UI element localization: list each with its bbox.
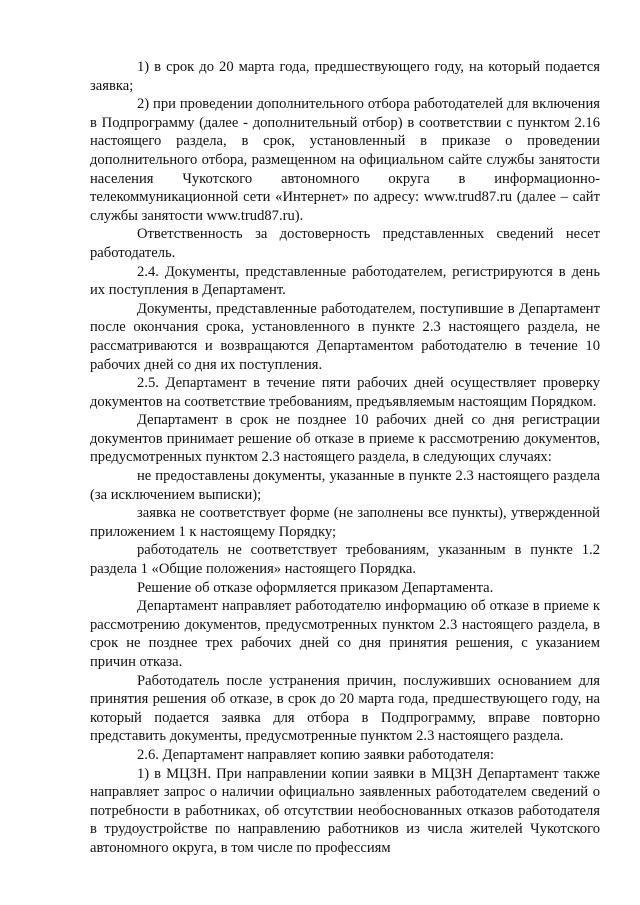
paragraph-6: 2.5. Департамент в течение пяти рабочих дней осуществляет проверку документов на соответствие требованиям, предъявляемым настоящим Порядком.	[90, 375, 600, 410]
paragraph-8: не предоставлены документы, указанные в пункте 2.3 настоящего раздела (за исключением выписки);	[90, 468, 600, 503]
document-page	[90, 58, 600, 858]
paragraph-10: работодатель не соответствует требованиям, указанным в пункте 1.2 раздела 1 «Общие положения» настоящего Порядка.	[90, 542, 600, 578]
paragraph-1: 1) в срок до 20 марта года, предшествующего году, на который подается заявка;	[90, 59, 600, 94]
paragraph-11: Решение об отказе оформляется приказом Департамента.	[137, 579, 494, 596]
paragraph-14: 2.6. Департамент направляет копию заявки работодателя:	[137, 746, 495, 763]
paragraph-15: 1) в МЦЗН. При направлении копии заявки в МЦЗН Департамент также направляет запрос о наличии официально заявленных работодателем сведений о потребности в работниках, об отсутствии необоснованных отказов работодателя в трудоустройстве по направлению работников из числа жителей Чукотского автономного округа, в том числе по профессиям	[90, 765, 600, 856]
paragraph-12: Департамент направляет работодателю информацию об отказе в приеме к рассмотрению документов, предусмотренных пунктом 2.3 настоящего раздела, в срок не позднее трех рабочих дней со дня принятия решения, с указанием причин отказа.	[90, 598, 600, 670]
paragraph-9: заявка не соответствует форме (не заполнены все пункты), утвержденной приложением 1 к настоящему Порядку;	[90, 505, 600, 540]
paragraph-3: Ответственность за достоверность представленных сведений несет работодатель.	[90, 226, 600, 261]
paragraph-13: Работодатель после устранения причин, послуживших основанием для принятия решения об отказе, в срок до 20 марта года, предшествующего году, на который подается заявка для отбора в Подпрограмму, вправе повторно представить документы, предусмотренные пунктом 2.3 настоящего раздела.	[90, 672, 600, 745]
paragraph-7: Департамент в срок не позднее 10 рабочих дней со дня регистрации документов принимает решение об отказе в приеме к рассмотрению документов, предусмотренных пунктом 2.3 настоящего раздела, в следующих случаях:	[90, 412, 600, 466]
paragraph-4: 2.4. Документы, представленные работодателем, регистрируются в день их поступления в Департамент.	[90, 263, 600, 299]
paragraph-2: 2) при проведении дополнительного отбора работодателей для включения в Подпрограмму (далее - дополнительный отбор) в соответствии с пунктом 2.16 настоящего раздела, в срок, установленный в приказе о проведении дополнительного отбора, размещенном на официальном сайте службы занятости населения Чукотского автономного округа в информационно-телекоммуникационной сети «Интернет» по адресу: www.trud87.ru (далее – сайт службы занятости www.trud87.ru).	[90, 96, 600, 224]
paragraph-5: Документы, представленные работодателем, поступившие в Департамент после окончания срока, установленного в пункте 2.3 настоящего раздела, не рассматриваются и возвращаются Департаментом работодателю в течение 10 рабочих дней со дня их поступления.	[90, 300, 600, 373]
